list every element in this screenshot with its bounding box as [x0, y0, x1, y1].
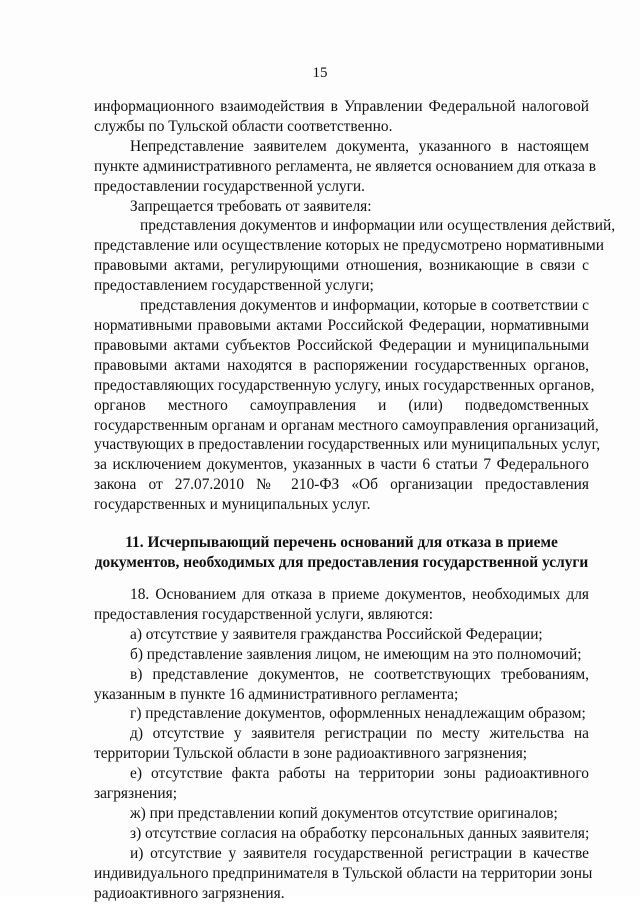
text-line: за исключением документов, указанных в части 6 статьи 7 Федерального	[94, 456, 589, 474]
text-line: а) отсутствие у заявителя гражданства Российской Федерации;	[130, 625, 543, 643]
section-heading	[94, 533, 589, 573]
ground-item-zh	[94, 804, 589, 824]
text-line: Непредставление заявителем документа, указанного в настоящем	[130, 137, 589, 155]
page-number: 15	[312, 65, 328, 81]
ground-item-b	[94, 645, 589, 665]
intro-paragraph	[94, 97, 589, 137]
text-line: представления документов и информации или осуществления действий,	[140, 217, 616, 235]
text-line: предоставлением государственной услуги;	[94, 277, 374, 295]
grounds-intro-paragraph	[94, 585, 589, 625]
text-line: предоставления государственной услуги, являются:	[94, 605, 433, 623]
section-heading-line: 11. Исчерпывающий перечень оснований для отказа в приеме	[125, 534, 558, 552]
ground-item-a	[94, 625, 589, 645]
text-line: закона от 27.07.2010 № 210-ФЗ «Об организации предоставления	[94, 476, 589, 494]
ground-item-e	[94, 764, 589, 804]
ground-item-z	[94, 824, 589, 844]
text-line: органов местного самоуправления и (или) подведомственных	[94, 396, 589, 414]
text-line: индивидуального предпринимателя в Тульской области на территории зоны	[94, 864, 593, 882]
text-line: и) отсутствие у заявителя государственной регистрации в качестве	[130, 844, 589, 862]
text-line: з) отсутствие согласия на обработку персональных данных заявителя;	[130, 824, 590, 842]
text-line: государственных и муниципальных услуг.	[94, 496, 371, 514]
prohibited-item-2	[94, 296, 601, 515]
text-line: правовыми актами субъектов Российской Федерации и муниципальными	[94, 336, 589, 354]
text-line: е) отсутствие факта работы на территории зоны радиоактивного	[130, 765, 589, 783]
document-body	[94, 97, 616, 904]
text-line: службы по Тульской области соответственно.	[94, 117, 393, 135]
text-line: в) представление документов, не соответствующих требованиям,	[130, 665, 589, 683]
ground-item-i	[94, 844, 593, 904]
prohibited-item-1	[94, 216, 616, 296]
text-line: правовыми актами, регулирующими отношения, возникающие в связи с	[94, 257, 589, 275]
text-line: радиоактивного загрязнения.	[94, 884, 285, 902]
text-line: правовыми актами находятся в распоряжении государственных органов,	[94, 356, 589, 374]
text-line: представление или осуществление которых не предусмотрено нормативными	[94, 237, 604, 255]
text-line: ж) при представлении копий документов отсутствие оригиналов;	[130, 805, 558, 822]
non-provision-paragraph	[94, 137, 596, 197]
text-line: б) представление заявления лицом, не имеющим на это полномочий;	[130, 645, 582, 663]
text-line: загрязнения;	[94, 785, 177, 803]
text-line: участвующих в предоставлении государственных или муниципальных услуг,	[94, 436, 601, 454]
text-line: территории Тульской области в зоне радиоактивного загрязнения;	[94, 745, 528, 763]
text-line: нормативными правовыми актами Российской Федерации, нормативными	[94, 316, 589, 334]
text-line: Запрещается требовать от заявителя:	[130, 197, 372, 215]
prohibited-intro-paragraph	[94, 197, 589, 217]
ground-item-d	[94, 724, 589, 764]
text-line: предоставляющих государственную услугу, иных государственных органов,	[94, 376, 595, 394]
section-heading-line: документов, необходимых для предоставления государственной услуги	[94, 554, 589, 572]
text-line: 18. Основанием для отказа в приеме документов, необходимых для	[130, 586, 589, 604]
text-line: информационного взаимодействия в Управлении Федеральной налоговой	[94, 98, 589, 115]
text-line: г) представление документов, оформленных ненадлежащим образом;	[130, 705, 586, 723]
text-line: указанным в пункте 16 административного регламента;	[94, 685, 459, 703]
ground-item-v	[94, 665, 589, 705]
text-line: государственным органам и органам местного самоуправления организаций,	[94, 416, 599, 434]
text-line: пункте административного регламента, не является основанием для отказа в	[94, 157, 596, 175]
text-line: представления документов и информации, которые в соответствии с	[140, 297, 589, 315]
text-line: д) отсутствие у заявителя регистрации по месту жительства на	[130, 725, 589, 743]
ground-item-g	[94, 704, 589, 724]
text-line: предоставлении государственной услуги.	[94, 177, 366, 195]
